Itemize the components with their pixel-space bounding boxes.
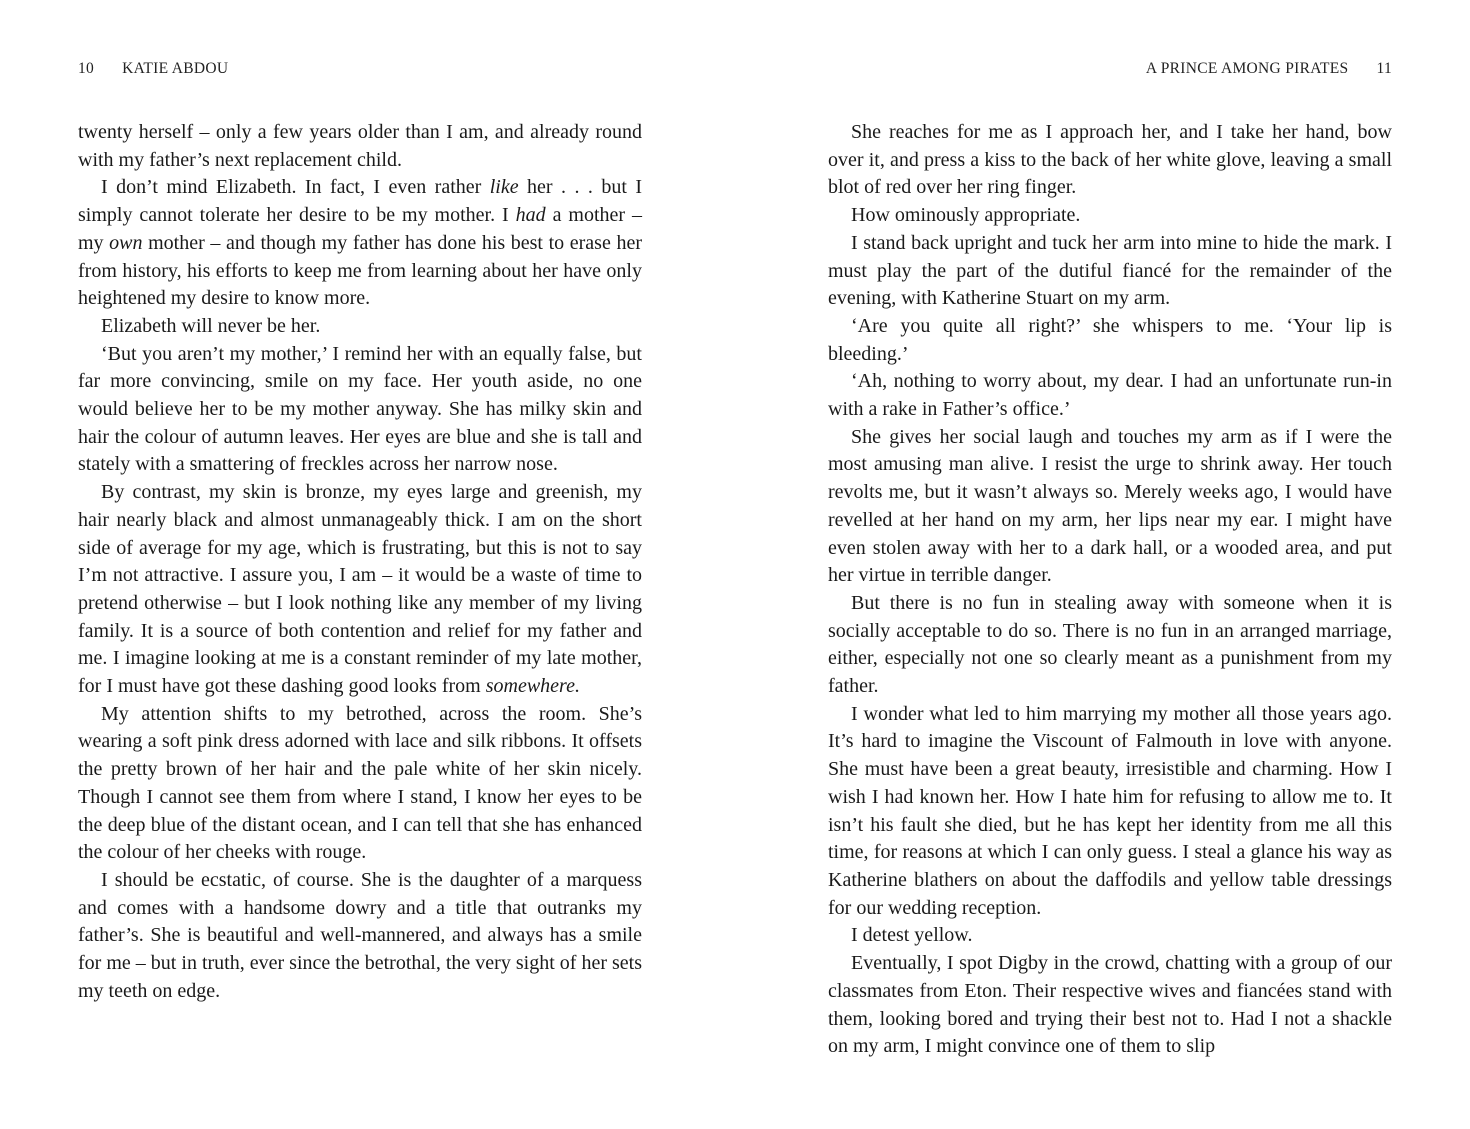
emphasis: had [515,204,546,227]
emphasis: like [489,176,519,199]
left-page-body [78,119,642,1006]
paragraph: How ominously appropriate. [851,204,1081,227]
paragraph: My attention shifts to my betrothed, across the room. She’s wearing a soft pink dress adorned with lace and silk ribbons. It offsets the pretty brown of her hair and the pale white of her skin nicely. Though I cannot see them from where I stand, I know her eyes to be the deep blue of the distant ocean, and I can tell that she has enhanced the colour of her cheeks with rouge. [78,702,642,864]
emphasis: somewhere. [485,675,580,698]
paragraph: I wonder what led to him marrying my mother all those years ago. It’s hard to imagine the Viscount of Falmouth in love with anyone. She must have been a great beauty, irresistible and charming. How I wish I had known her. How I hate him for refusing to allow me to. It isn’t his fault she died, but he has kept her identity from me all this time, for reasons at which I can only guess. I steal a glance his way as Katherine blathers on about the daffodils and yellow table dressings for our wedding reception. [828,702,1392,919]
paragraph: By contrast, my skin is bronze, my eyes large and greenish, my hair nearly black and almost unmanageably thick. I am on the short side of average for my age, which is frustrating, but this is not to say I’m not attractive. I assure you, I am – it would be a waste of time to pretend otherwise – but I look nothing like any member of my living family. It is a source of both contention and relief for my father and me. I imagine looking at me is a constant reminder of my late mother, for I must have got these dashing good looks from somewhere. [78,481,642,698]
paragraph: twenty herself – only a few years older than I am, and already round with my father’s next replacement child. [78,121,642,171]
paragraph: I should be ecstatic, of course. She is the daughter of a marquess and comes with a handsome dowry and a title that outranks my father’s. She is beautiful and well-mannered, and always has a smile for me – but in truth, ever since the betrothal, the very sight of her sets my teeth on edge. [78,868,642,1002]
paragraph: But there is no fun in stealing away with someone when it is socially acceptable to do so. There is no fun in an arranged marriage, either, especially not one so clearly meant as a punishment from my father. [828,591,1392,698]
paragraph: ‘But you aren’t my mother,’ I remind her with an equally false, but far more convincing, smile on my face. Her youth aside, no one would believe her to be my mother anyway. She has milky skin and hair the colour of autumn leaves. Her eyes are blue and she is tall and stately with a smattering of freckles across her narrow nose. [78,342,642,476]
paragraph: ‘Ah, nothing to worry about, my dear. I had an unfortunate run-in with a rake in Father’s office.’ [828,370,1392,421]
paragraph: Eventually, I spot Digby in the crowd, chatting with a group of our classmates from Eton. Their respective wives and fiancées stand with them, looking bored and trying their best not to. Had I not a shackle on my arm, I might convince one of them to slip [828,952,1392,1058]
left-page-number: 10 [78,60,95,77]
paragraph: I detest yellow. [851,924,973,947]
left-running-head: KATIE ABDOU [122,60,229,77]
right-page [828,0,1392,1129]
paragraph: ‘Are you quite all right?’ she whispers to me. ‘Your lip is bleeding.’ [828,314,1392,365]
right-page-number: 11 [1376,60,1392,77]
paragraph: Elizabeth will never be her. [101,314,321,337]
left-page [78,0,642,1129]
paragraph: She reaches for me as I approach her, and I take her hand, bow over it, and press a kiss to the back of her white glove, leaving a small blot of red over her ring finger. [828,121,1392,199]
emphasis: own [109,231,143,254]
left-page-header [78,60,642,78]
right-page-header [828,60,1392,78]
right-page-body [828,119,1392,1061]
paragraph: I don’t mind Elizabeth. In fact, I even rather like her . . . but I simply cannot tolerate her desire to be my mother. I had a mother – my own mother – and though my father has done his best to erase her from history, his efforts to keep me from learning about her have only heightened my desire to know more. [78,176,642,310]
paragraph: I stand back upright and tuck her arm into mine to hide the mark. I must play the part of the dutiful fiancé for the remainder of the evening, with Katherine Stuart on my arm. [828,231,1392,310]
right-running-head: A PRINCE AMONG PIRATES [1145,60,1349,77]
paragraph: She gives her social laugh and touches my arm as if I were the most amusing man alive. I resist the urge to shrink away. Her touch revolts me, but it wasn’t always so. Merely weeks ago, I would have revelled at her hand on my arm, her lips near my ear. I might have even stolen away with her to a dark hall, or a wooded area, and put her virtue in terrible danger. [828,425,1392,587]
